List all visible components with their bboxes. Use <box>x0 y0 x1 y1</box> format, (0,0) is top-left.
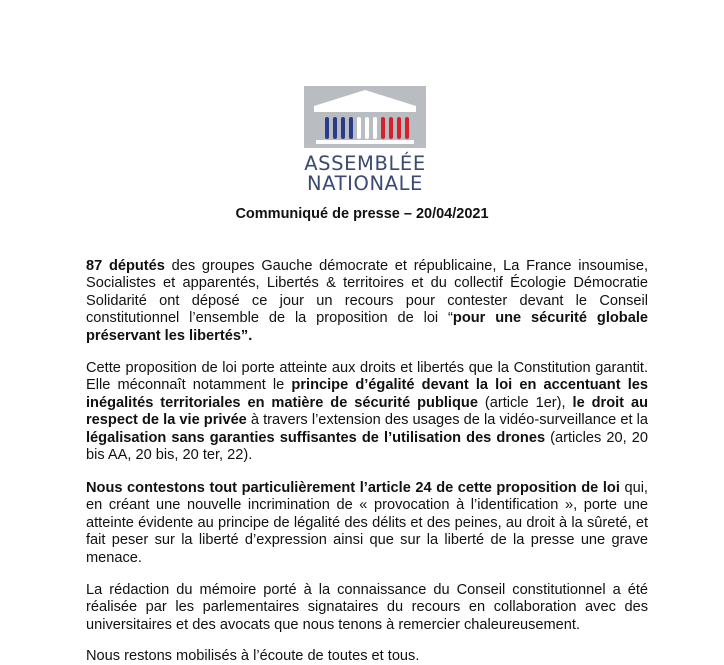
assemblee-nationale-logo <box>298 86 432 200</box>
bold-privacy-right: le droit au respect de la vie privée <box>86 394 648 429</box>
paragraph-1 <box>86 258 648 345</box>
paragraph-2-text-2: (article 1er), <box>477 394 573 411</box>
paragraph-4 <box>86 582 648 634</box>
press-release-title: Communiqué de presse – 20/04/2021 <box>235 206 489 222</box>
paragraph-1-text: des groupes Gauche démocrate et républicaine, La France insoumise, Socialistes et apparentés, Libertés & territoires et du collectif Écologie Démocratie Solidarité ont déposé ce jour un recours pour contester devant le Conseil constitutionnel l’ensemble de la proposition de loi “ <box>86 258 648 327</box>
logo-emblem <box>304 86 426 148</box>
logo-text-line-2: NATIONALE <box>307 172 423 195</box>
paragraph-2-text-3: à travers l’extension des usages de la vidéo-surveillance et la <box>246 412 648 429</box>
paragraph-3 <box>86 480 648 567</box>
paragraph-5 <box>86 648 648 665</box>
paragraph-4-text: La rédaction du mémoire porté à la connaissance du Conseil constitutionnel a été réalisée par les parlementaires signataires du recours en collaboration avec des universitaires et des avocats que nous tenons à remercier chaleureusement. <box>86 582 648 633</box>
paragraph-3-text: qui, en créant une nouvelle incrimination de « provocation à l’identification », porte une atteinte évidente au principe de légalité des délits et des peines, au droit à la sûreté, et fait peser sur la liberté d’expression ainsi que sur la liberté de la presse une grave menace. <box>86 480 648 566</box>
logo-text-line-1: ASSEMBLÉE <box>304 152 426 175</box>
paragraph-2 <box>86 360 648 464</box>
bold-law-title: pour une sécurité globale préservant les libertés”. <box>86 310 648 344</box>
paragraph-2-text-4: (articles 20, 20 bis AA, 20 bis, 20 ter, 22). <box>86 429 648 464</box>
bold-deputies: 87 députés <box>86 258 165 274</box>
paragraph-5-text: Nous restons mobilisés à l’écoute de toutes et tous. <box>86 648 420 664</box>
bold-drones: légalisation sans garanties suffisantes de l’utilisation des drones <box>86 429 546 446</box>
paragraph-2-text-1: Cette proposition de loi porte atteinte aux droits et libertés que la Constitution garantit. Elle méconnaît notamment le <box>86 360 648 394</box>
hemicycle-icon <box>304 86 426 148</box>
bold-article-24: Nous contestons tout particulièrement l’article 24 de cette proposition de loi <box>86 480 620 496</box>
bold-equality-principle: principe d’égalité devant la loi en accentuant les inégalités territoriales en matière de sécurité publique <box>86 377 648 411</box>
